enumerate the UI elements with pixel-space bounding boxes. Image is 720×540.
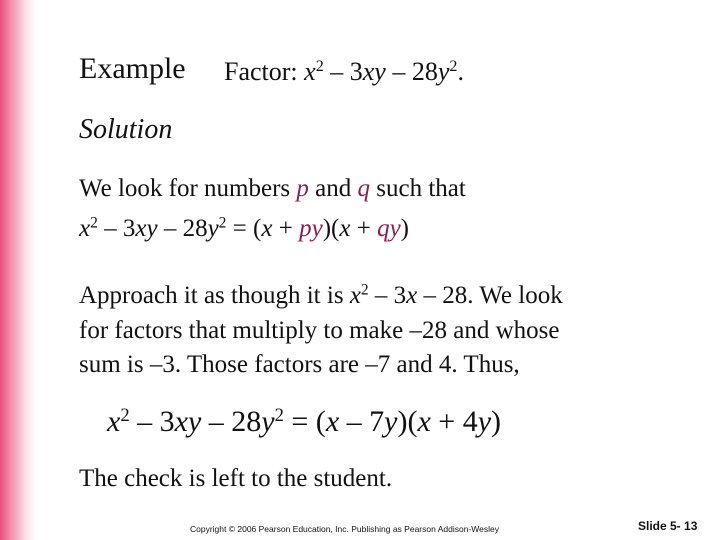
eq-text: – 3: [97, 215, 136, 242]
eq-text: – 28: [157, 215, 208, 242]
eq-var: x: [261, 215, 273, 242]
expr-exponent: 2: [315, 58, 324, 76]
result-text: – 3: [129, 405, 175, 438]
result-var: x: [107, 405, 121, 438]
expr-exponent: 2: [449, 58, 458, 76]
intro-text: We look for numbers: [79, 175, 297, 202]
intro-var-q: q: [357, 175, 370, 202]
slide-number: Slide 5- 13: [638, 519, 698, 533]
intro-var-p: p: [296, 175, 309, 202]
result-text: = (: [283, 405, 326, 438]
approach-text: – 28. We look: [417, 282, 563, 309]
result-var: y: [477, 405, 492, 438]
result-text: )(: [397, 405, 418, 438]
setup-equation: [79, 215, 409, 243]
intro-text: and: [308, 175, 358, 202]
expr-var: xy: [362, 57, 386, 86]
expr-var: y: [437, 57, 450, 86]
approach-paragraph: [79, 279, 563, 383]
result-text: – 7: [339, 405, 385, 438]
result-text: – 28: [201, 405, 262, 438]
expr-text: – 28: [385, 57, 438, 86]
result-exponent: 2: [274, 404, 284, 426]
accent-sidebar: [0, 0, 36, 540]
expr-var: x: [304, 57, 316, 86]
result-var: y: [384, 405, 398, 438]
check-note: The check is left to the student.: [79, 465, 393, 492]
eq-var: y: [207, 215, 219, 242]
copyright-footer: Copyright © 2006 Pearson Education, Inc. Publishing as Pearson Addison-Wesley: [190, 524, 499, 534]
approach-var: x: [349, 282, 361, 309]
approach-line: [79, 279, 563, 314]
solution-heading: Solution: [79, 114, 173, 145]
eq-exponent: 2: [90, 214, 98, 232]
eq-text: ): [400, 215, 409, 242]
approach-line: sum is –3. Those factors are –7 and 4. Thus,: [79, 351, 520, 378]
result-exponent: 2: [120, 404, 130, 426]
approach-text: – 3: [368, 282, 407, 309]
intro-text: such that: [370, 175, 466, 202]
expr-text: – 3: [323, 57, 363, 86]
result-var: y: [261, 405, 275, 438]
eq-var-py: py: [299, 215, 323, 242]
eq-text: = (: [226, 215, 262, 242]
example-problem: [224, 57, 464, 87]
result-var: x: [417, 405, 431, 438]
result-var: x: [325, 405, 340, 438]
example-label: Example: [79, 52, 186, 85]
approach-exponent: 2: [360, 281, 369, 299]
eq-var-qy: qy: [377, 215, 401, 242]
result-equation: [107, 405, 501, 439]
approach-line: for factors that multiply to make –28 and whose: [79, 316, 560, 344]
intro-line: [79, 175, 466, 203]
factor-prefix: Factor:: [224, 57, 305, 86]
eq-text: )(: [322, 215, 340, 242]
approach-var: x: [406, 282, 418, 309]
eq-var: x: [79, 215, 91, 242]
result-text: + 4: [430, 405, 478, 438]
approach-text: Approach it as though it is: [79, 282, 350, 309]
eq-var: xy: [135, 215, 158, 242]
eq-text: +: [350, 215, 378, 242]
eq-text: +: [272, 215, 300, 242]
eq-var: x: [339, 215, 351, 242]
expr-text: .: [457, 57, 464, 86]
eq-exponent: 2: [218, 214, 227, 232]
result-var: xy: [174, 405, 202, 438]
result-text: ): [491, 405, 502, 438]
